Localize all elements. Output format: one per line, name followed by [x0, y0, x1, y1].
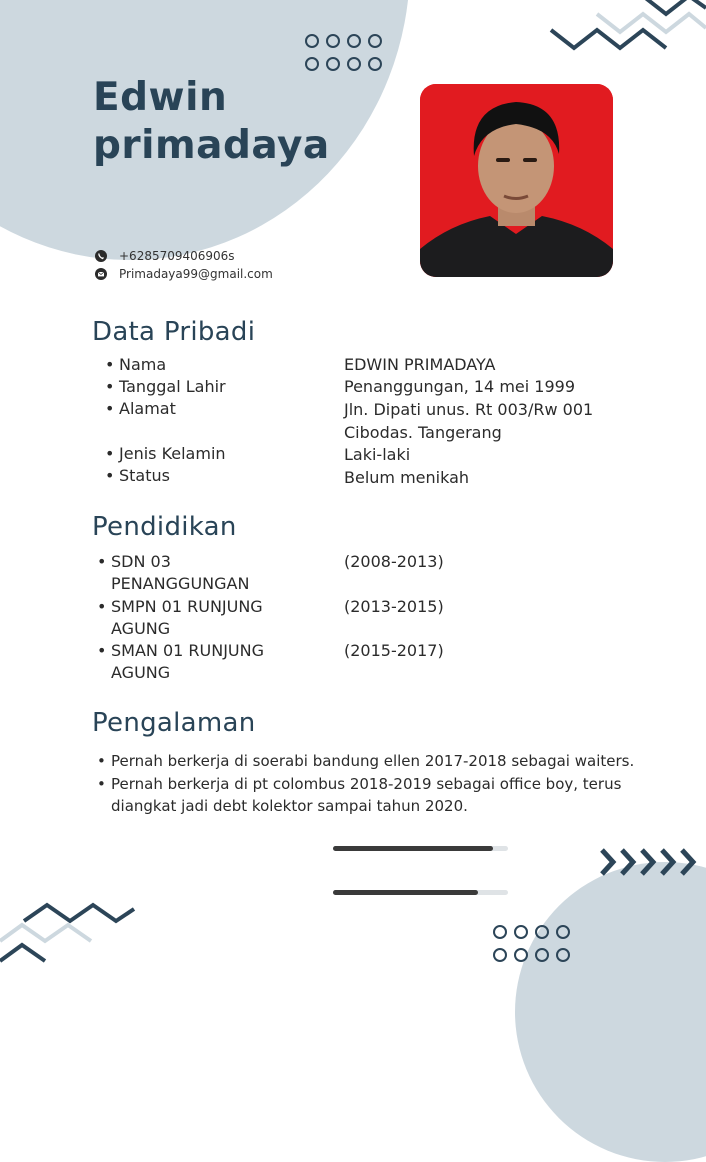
section-title-pendidikan: Pendidikan — [92, 512, 237, 542]
data-label-tanggal-lahir: • Tanggal Lahir — [119, 376, 226, 398]
email-address: Primadaya99@gmail.com — [119, 267, 273, 281]
education-years-1: (2008-2013) — [344, 552, 444, 571]
experience-item-2 — [111, 773, 621, 817]
education-item-1 — [111, 551, 249, 595]
phone-icon — [95, 250, 107, 262]
data-value-nama: EDWIN PRIMADAYA — [344, 355, 496, 374]
data-value-alamat: Jln. Dipati unus. Rt 003/Rw 001 — [344, 400, 594, 419]
education-school-line2: AGUNG — [111, 663, 171, 682]
data-label-nama: • Nama — [119, 354, 166, 376]
education-school-line2: PENANGGUNGAN — [111, 574, 250, 593]
education-school: SMPN 01 RUNJUNG — [111, 597, 263, 616]
experience-text-line2: diangkat jadi debt kolektor sampai tahun 2020. — [111, 797, 468, 815]
contact-email — [95, 267, 273, 281]
experience-item-1 — [111, 750, 634, 772]
section-title-data-pribadi: Data Pribadi — [92, 317, 256, 347]
zigzag-decoration-bottom — [0, 895, 140, 1000]
phone-number: +6285709406906s — [119, 249, 235, 263]
profile-photo — [420, 84, 613, 277]
education-years-3: (2015-2017) — [344, 641, 444, 660]
decorative-circle-bottom — [515, 862, 706, 1162]
education-school-line2: AGUNG — [111, 619, 171, 638]
chevron-arrows-icon — [598, 846, 702, 878]
education-years-2: (2013-2015) — [344, 597, 444, 616]
data-value-alamat-line2: Cibodas. Tangerang — [344, 423, 502, 442]
dot-grid-top — [305, 34, 382, 71]
data-label-status: • Status — [119, 465, 170, 487]
education-school: SDN 03 — [111, 552, 171, 571]
section-title-pengalaman: Pengalaman — [92, 708, 256, 738]
experience-text: Pernah berkerja di soerabi bandung ellen 2017-2018 sebagai waiters. — [111, 752, 635, 770]
education-item-3 — [111, 640, 264, 684]
data-value-status: Belum menikah — [344, 468, 470, 487]
email-icon — [95, 268, 107, 280]
contact-phone — [95, 249, 235, 263]
data-label-jenis-kelamin: • Jenis Kelamin — [119, 443, 226, 465]
education-item-2 — [111, 596, 263, 640]
education-school: SMAN 01 RUNJUNG — [111, 641, 264, 660]
name-last: primadaya — [93, 123, 330, 168]
dot-grid-bottom — [493, 925, 570, 962]
person-name — [93, 74, 330, 170]
experience-text: Pernah berkerja di pt colombus 2018-2019 sebagai office boy, terus — [111, 775, 622, 793]
data-label-alamat: • Alamat — [119, 398, 176, 420]
data-value-tanggal-lahir: Penanggungan, 14 mei 1999 — [344, 377, 575, 396]
name-first: Edwin — [93, 75, 228, 120]
data-value-jenis-kelamin: Laki-laki — [344, 445, 411, 464]
zigzag-decoration-top — [545, 0, 706, 60]
